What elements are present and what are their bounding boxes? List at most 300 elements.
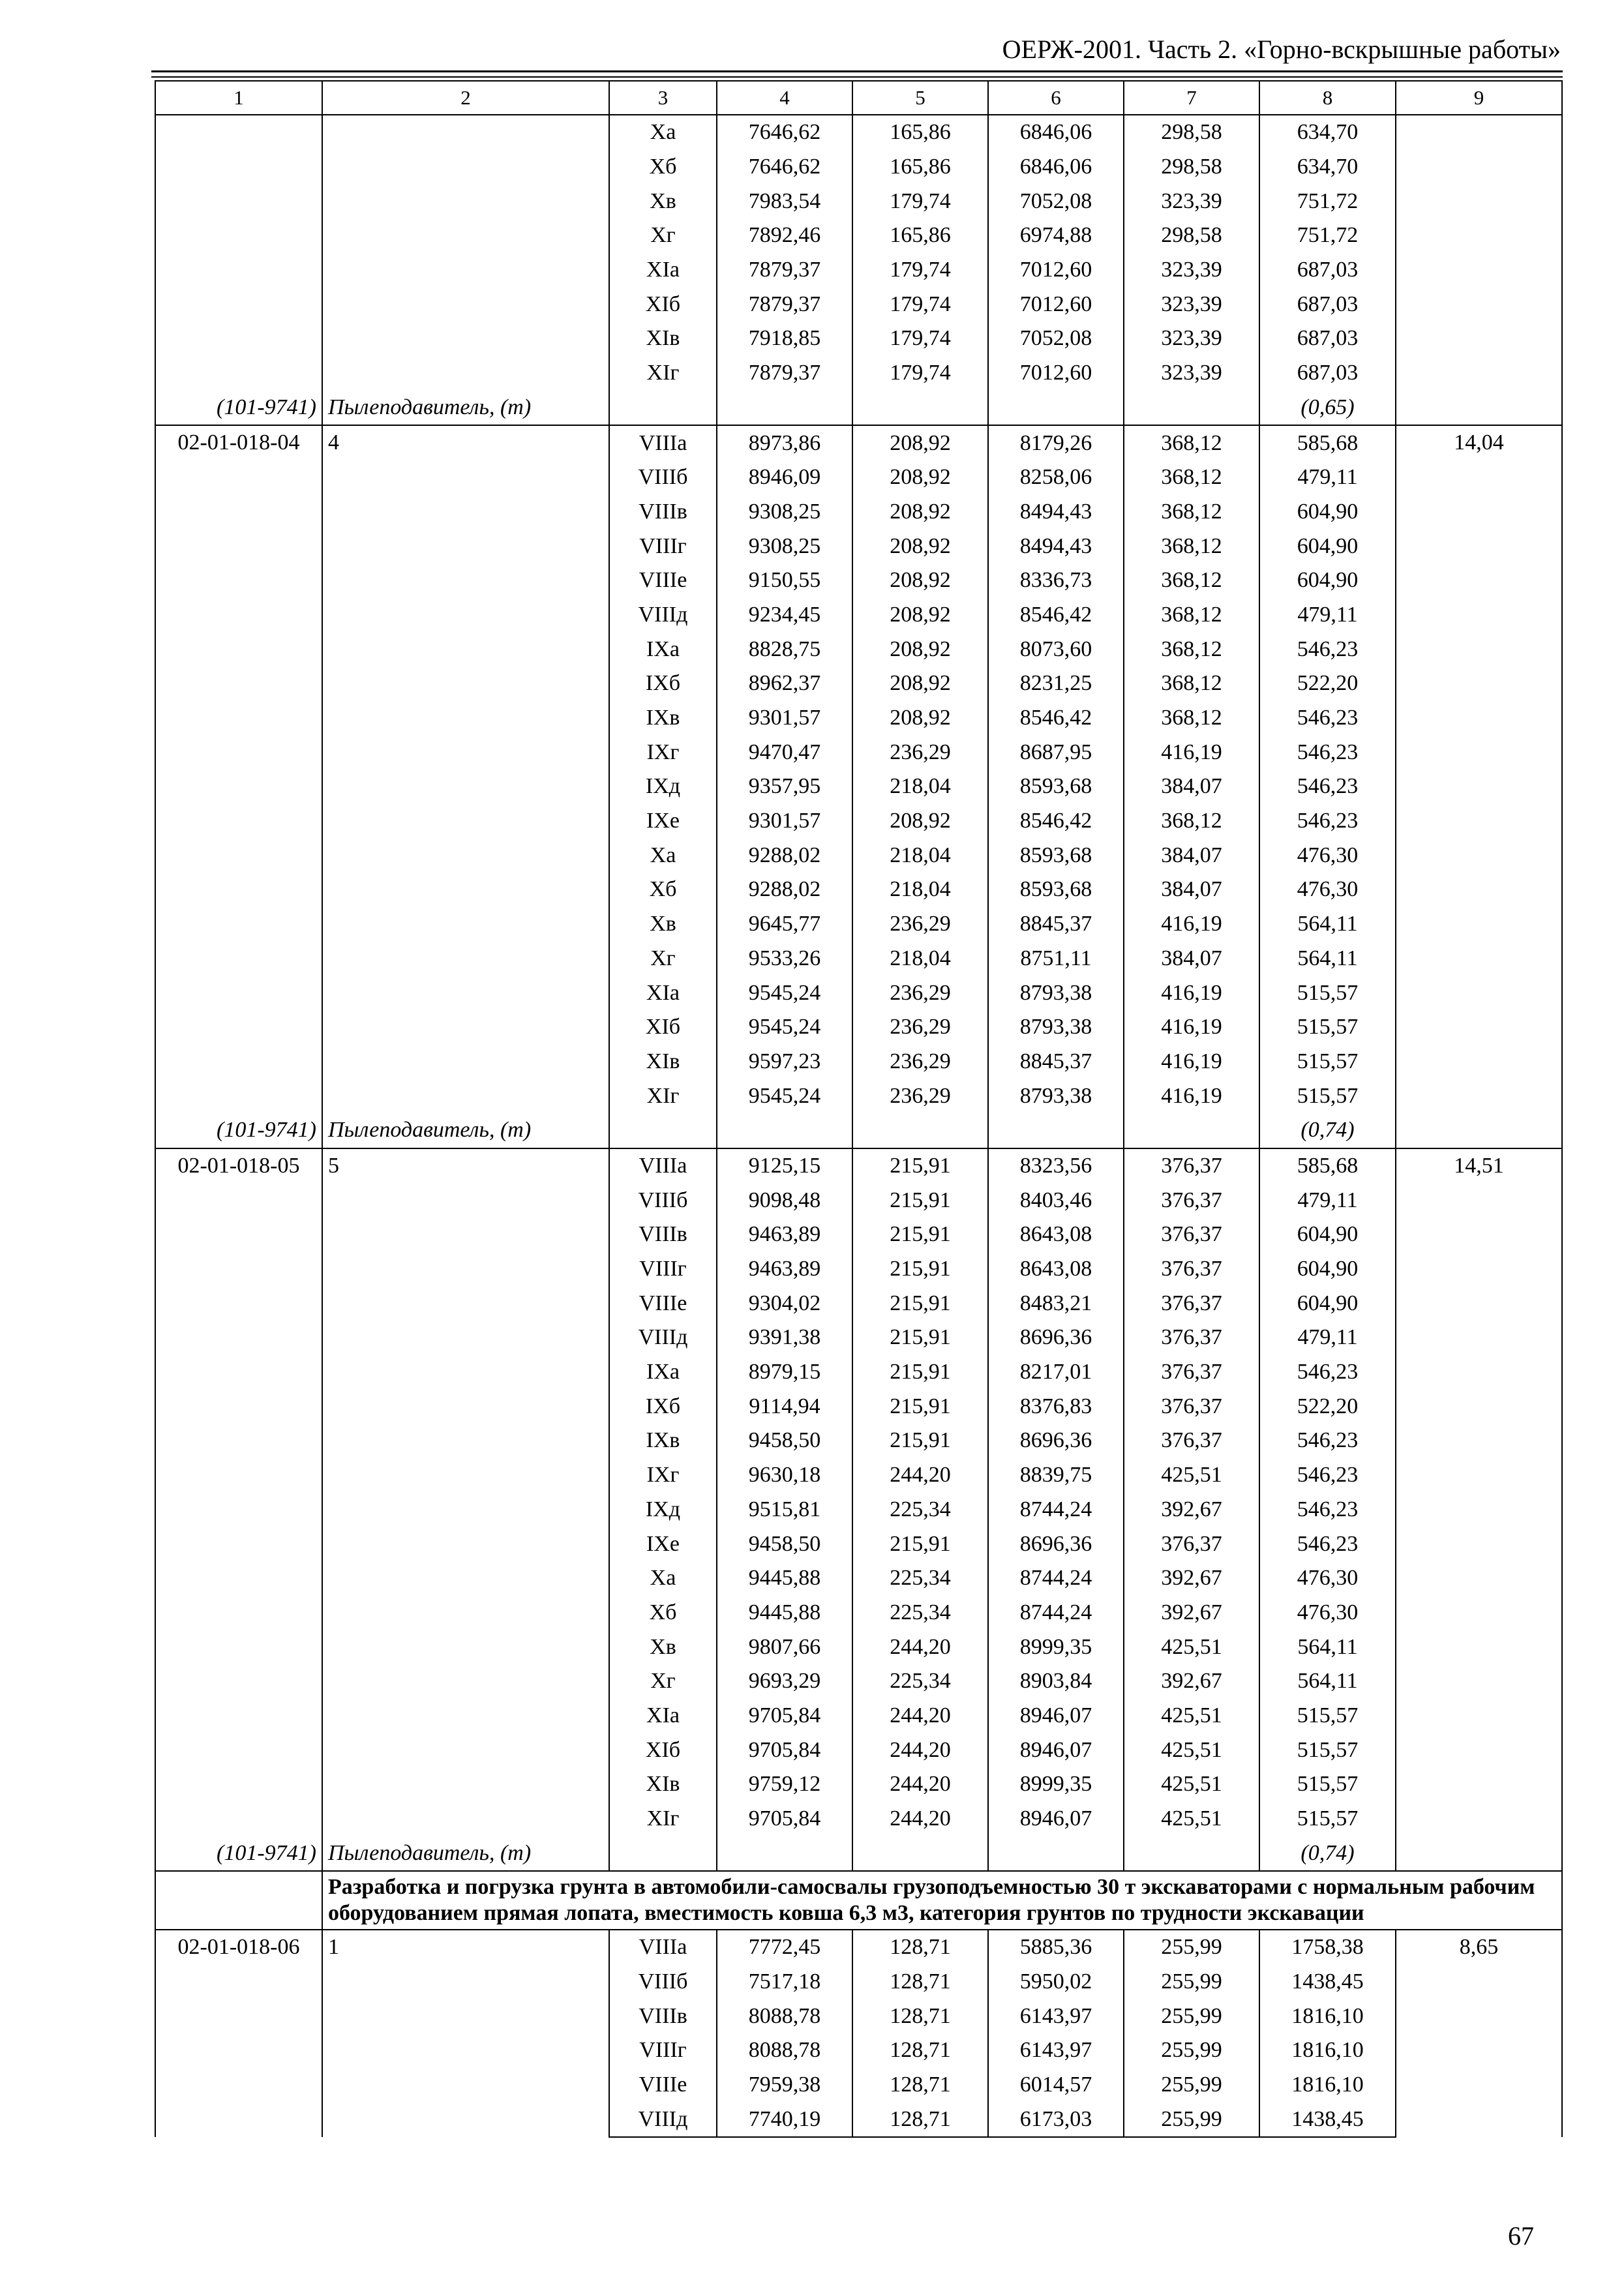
rate-value: 515,57 xyxy=(1259,976,1396,1010)
labor-cost xyxy=(1396,115,1562,425)
rate-value: 8643,08 xyxy=(988,1252,1124,1287)
soil-category: IXe xyxy=(609,804,717,839)
resource-code: (101-9741) xyxy=(155,391,322,426)
rate-value: 215,91 xyxy=(852,1218,988,1252)
empty-cell xyxy=(1124,1836,1259,1871)
rate-value: 9759,12 xyxy=(717,1767,852,1802)
rate-value: 416,19 xyxy=(1124,907,1259,942)
rate-value: 9445,88 xyxy=(717,1596,852,1630)
rate-value: 546,23 xyxy=(1259,770,1396,804)
soil-category: VIIIд xyxy=(609,1321,717,1355)
rate-value: 604,90 xyxy=(1259,529,1396,563)
resource-code: (101-9741) xyxy=(155,1836,322,1871)
soil-category: VIIIв xyxy=(609,1218,717,1252)
rate-value: 8593,68 xyxy=(988,838,1124,873)
rate-value: 9150,55 xyxy=(717,563,852,598)
rate-value: 8258,06 xyxy=(988,460,1124,495)
rate-value: 255,99 xyxy=(1124,1965,1259,1999)
rate-value: 376,37 xyxy=(1124,1286,1259,1321)
rate-value: 9391,38 xyxy=(717,1321,852,1355)
rate-value: 7052,08 xyxy=(988,184,1124,218)
rate-value: 546,23 xyxy=(1259,1424,1396,1458)
rate-value: 376,37 xyxy=(1124,1183,1259,1218)
labor-cost: 14,51 xyxy=(1396,1148,1562,1871)
soil-category: XIг xyxy=(609,356,717,391)
rate-value: 1758,38 xyxy=(1259,1930,1396,1965)
rate-value: 9288,02 xyxy=(717,838,852,873)
rate-value: 7012,60 xyxy=(988,356,1124,391)
resource-value: (0,65) xyxy=(1259,391,1396,426)
soil-category: Xв xyxy=(609,184,717,218)
soil-category: IXб xyxy=(609,1389,717,1424)
rate-value: 9705,84 xyxy=(717,1733,852,1767)
rate-value: 244,20 xyxy=(852,1733,988,1767)
soil-category: IXд xyxy=(609,1493,717,1527)
soil-category: VIIIв xyxy=(609,495,717,530)
rate-value: 8946,09 xyxy=(717,460,852,495)
resource-row xyxy=(155,1113,1562,1148)
variant-number xyxy=(322,115,609,391)
rate-value: 7879,37 xyxy=(717,356,852,391)
resource-name: Пылеподавитель, (т) xyxy=(322,391,609,426)
rate-value: 8336,73 xyxy=(988,563,1124,598)
rate-value: 416,19 xyxy=(1124,735,1259,770)
labor-cost: 14,04 xyxy=(1396,425,1562,1148)
soil-category: XIв xyxy=(609,1767,717,1802)
rate-value: 476,30 xyxy=(1259,873,1396,907)
rate-value: 384,07 xyxy=(1124,838,1259,873)
empty-cell xyxy=(988,1113,1124,1148)
rate-value: 476,30 xyxy=(1259,1596,1396,1630)
rate-value: 384,07 xyxy=(1124,873,1259,907)
table-row xyxy=(155,425,1562,460)
soil-category: VIIIд xyxy=(609,2102,717,2138)
soil-category: Xб xyxy=(609,150,717,185)
rate-value: 7012,60 xyxy=(988,287,1124,322)
soil-category: VIIIб xyxy=(609,1183,717,1218)
column-number: 7 xyxy=(1124,81,1259,115)
variant-number: 5 xyxy=(322,1148,609,1836)
rate-value: 425,51 xyxy=(1124,1630,1259,1664)
rate-value: 9645,77 xyxy=(717,907,852,942)
rate-value: 218,04 xyxy=(852,770,988,804)
rate-value: 8403,46 xyxy=(988,1183,1124,1218)
rate-value: 1438,45 xyxy=(1259,1965,1396,1999)
rate-value: 215,91 xyxy=(852,1389,988,1424)
rate-value: 208,92 xyxy=(852,563,988,598)
rate-value: 8483,21 xyxy=(988,1286,1124,1321)
table-row xyxy=(155,1930,1562,1965)
rate-value: 9308,25 xyxy=(717,529,852,563)
rate-value: 416,19 xyxy=(1124,1045,1259,1079)
rate-value: 425,51 xyxy=(1124,1802,1259,1836)
resource-row xyxy=(155,1836,1562,1871)
rate-value: 236,29 xyxy=(852,1045,988,1079)
soil-category: Xг xyxy=(609,218,717,253)
rate-value: 515,57 xyxy=(1259,1045,1396,1079)
empty-cell xyxy=(609,1113,717,1148)
rate-value: 6143,97 xyxy=(988,2033,1124,2068)
rate-value: 323,39 xyxy=(1124,287,1259,322)
soil-category: VIIIa xyxy=(609,425,717,460)
rate-value: 128,71 xyxy=(852,2068,988,2102)
rate-value: 244,20 xyxy=(852,1802,988,1836)
rate-value: 7879,37 xyxy=(717,253,852,288)
rate-value: 8088,78 xyxy=(717,1999,852,2033)
header-rule-thin xyxy=(151,76,1563,78)
rate-value: 9114,94 xyxy=(717,1389,852,1424)
soil-category: VIIIг xyxy=(609,2033,717,2068)
rate-value: 9705,84 xyxy=(717,1802,852,1836)
empty-cell xyxy=(609,1836,717,1871)
column-number-row xyxy=(155,81,1562,115)
rate-value: 634,70 xyxy=(1259,150,1396,185)
rate-value: 9098,48 xyxy=(717,1183,852,1218)
rate-value: 8546,42 xyxy=(988,701,1124,736)
rate-value: 225,34 xyxy=(852,1664,988,1699)
soil-category: XIб xyxy=(609,1733,717,1767)
rate-value: 8946,07 xyxy=(988,1733,1124,1767)
rate-value: 8217,01 xyxy=(988,1355,1124,1390)
soil-category: Xб xyxy=(609,1596,717,1630)
rate-value: 8979,15 xyxy=(717,1355,852,1390)
soil-category: Xг xyxy=(609,1664,717,1699)
rate-value: 8546,42 xyxy=(988,804,1124,839)
rate-value: 1816,10 xyxy=(1259,2068,1396,2102)
rate-value: 208,92 xyxy=(852,598,988,633)
rate-value: 165,86 xyxy=(852,218,988,253)
soil-category: Xб xyxy=(609,873,717,907)
rate-value: 751,72 xyxy=(1259,184,1396,218)
rate-value: 128,71 xyxy=(852,1930,988,1965)
rate-value: 376,37 xyxy=(1124,1218,1259,1252)
soil-category: XIг xyxy=(609,1079,717,1113)
rate-value: 476,30 xyxy=(1259,1561,1396,1596)
page-number: 67 xyxy=(1508,2221,1534,2251)
empty-cell xyxy=(1124,391,1259,426)
rate-value: 376,37 xyxy=(1124,1527,1259,1561)
rate-value: 8494,43 xyxy=(988,529,1124,563)
soil-category: XIб xyxy=(609,287,717,322)
rate-value: 368,12 xyxy=(1124,460,1259,495)
rate-value: 515,57 xyxy=(1259,1802,1396,1836)
rate-value: 9545,24 xyxy=(717,1010,852,1045)
rate-value: 368,12 xyxy=(1124,666,1259,701)
rate-value: 751,72 xyxy=(1259,218,1396,253)
rate-value: 179,74 xyxy=(852,287,988,322)
rate-value: 1438,45 xyxy=(1259,2102,1396,2138)
variant-number: 4 xyxy=(322,425,609,1113)
rate-value: 6846,06 xyxy=(988,115,1124,150)
resource-value: (0,74) xyxy=(1259,1836,1396,1871)
rate-value: 7052,08 xyxy=(988,322,1124,356)
rate-value: 255,99 xyxy=(1124,1930,1259,1965)
rate-value: 515,57 xyxy=(1259,1010,1396,1045)
rate-value: 416,19 xyxy=(1124,1010,1259,1045)
rate-value: 604,90 xyxy=(1259,1252,1396,1287)
rate-value: 8999,35 xyxy=(988,1630,1124,1664)
rate-value: 218,04 xyxy=(852,873,988,907)
soil-category: VIIIд xyxy=(609,598,717,633)
rate-value: 128,71 xyxy=(852,2033,988,2068)
soil-category: Xa xyxy=(609,1561,717,1596)
rate-value: 687,03 xyxy=(1259,253,1396,288)
rate-value: 8744,24 xyxy=(988,1561,1124,1596)
rate-value: 208,92 xyxy=(852,701,988,736)
rate-value: 215,91 xyxy=(852,1252,988,1287)
soil-category: XIa xyxy=(609,253,717,288)
empty-cell xyxy=(852,1113,988,1148)
soil-category: VIIIa xyxy=(609,1930,717,1965)
rate-value: 425,51 xyxy=(1124,1458,1259,1493)
rate-value: 8179,26 xyxy=(988,425,1124,460)
rate-value: 208,92 xyxy=(852,804,988,839)
rate-value: 7646,62 xyxy=(717,115,852,150)
rate-value: 179,74 xyxy=(852,253,988,288)
rate-value: 9705,84 xyxy=(717,1699,852,1733)
rate-value: 522,20 xyxy=(1259,666,1396,701)
rate-value: 323,39 xyxy=(1124,184,1259,218)
soil-category: IXa xyxy=(609,632,717,666)
column-number: 9 xyxy=(1396,81,1562,115)
empty-cell xyxy=(852,391,988,426)
column-number: 8 xyxy=(1259,81,1396,115)
empty-cell xyxy=(852,1836,988,1871)
rate-value: 8376,83 xyxy=(988,1389,1124,1424)
empty-cell xyxy=(609,391,717,426)
rate-value: 425,51 xyxy=(1124,1767,1259,1802)
rate-value: 6143,97 xyxy=(988,1999,1124,2033)
rate-value: 5950,02 xyxy=(988,1965,1124,1999)
rate-code: 02-01-018-06 xyxy=(177,1935,300,1960)
rate-value: 7517,18 xyxy=(717,1965,852,1999)
rate-value: 9515,81 xyxy=(717,1493,852,1527)
soil-category: VIIIб xyxy=(609,1965,717,1999)
rate-value: 8793,38 xyxy=(988,1079,1124,1113)
rate-value: 9533,26 xyxy=(717,942,852,976)
rate-value: 179,74 xyxy=(852,322,988,356)
rate-code-cell xyxy=(155,1148,322,1836)
rate-value: 8839,75 xyxy=(988,1458,1124,1493)
header-rule xyxy=(151,70,1563,72)
rate-value: 479,11 xyxy=(1259,460,1396,495)
rate-value: 604,90 xyxy=(1259,1286,1396,1321)
rate-value: 392,67 xyxy=(1124,1561,1259,1596)
rate-value: 368,12 xyxy=(1124,598,1259,633)
rate-value: 687,03 xyxy=(1259,287,1396,322)
rate-value: 215,91 xyxy=(852,1286,988,1321)
soil-category: VIIIe xyxy=(609,563,717,598)
soil-category: XIa xyxy=(609,1699,717,1733)
rate-value: 368,12 xyxy=(1124,804,1259,839)
section-description: Разработка и погрузка грунта в автомобили-самосвалы грузоподъемностью 30 т экскаваторами с нормальным рабочим оборудованием прямая лопата, вместимость ковша 6,3 м3, категория грунтов по трудности экскавации xyxy=(322,1871,1562,1930)
soil-category: Xг xyxy=(609,942,717,976)
rate-value: 564,11 xyxy=(1259,907,1396,942)
rate-value: 8793,38 xyxy=(988,1010,1124,1045)
soil-category: XIг xyxy=(609,1802,717,1836)
rate-code: 02-01-018-05 xyxy=(177,1153,300,1178)
rate-value: 179,74 xyxy=(852,356,988,391)
rate-value: 546,23 xyxy=(1259,1493,1396,1527)
rate-value: 9470,47 xyxy=(717,735,852,770)
rate-value: 5885,36 xyxy=(988,1930,1124,1965)
rate-value: 208,92 xyxy=(852,425,988,460)
soil-category: IXг xyxy=(609,735,717,770)
table-row xyxy=(155,115,1562,150)
rate-value: 8643,08 xyxy=(988,1218,1124,1252)
rate-value: 128,71 xyxy=(852,1999,988,2033)
rate-value: 687,03 xyxy=(1259,322,1396,356)
rate-value: 8696,36 xyxy=(988,1527,1124,1561)
rate-value: 384,07 xyxy=(1124,770,1259,804)
rate-value: 6014,57 xyxy=(988,2068,1124,2102)
rate-value: 522,20 xyxy=(1259,1389,1396,1424)
rate-value: 479,11 xyxy=(1259,1321,1396,1355)
rate-value: 298,58 xyxy=(1124,150,1259,185)
column-number: 3 xyxy=(609,81,717,115)
rate-value: 8903,84 xyxy=(988,1664,1124,1699)
soil-category: IXe xyxy=(609,1527,717,1561)
soil-category: VIIIв xyxy=(609,1999,717,2033)
rate-value: 564,11 xyxy=(1259,1664,1396,1699)
rate-value: 368,12 xyxy=(1124,701,1259,736)
resource-code: (101-9741) xyxy=(155,1113,322,1148)
rate-value: 8494,43 xyxy=(988,495,1124,530)
rate-value: 8687,95 xyxy=(988,735,1124,770)
rate-value: 384,07 xyxy=(1124,942,1259,976)
rate-value: 208,92 xyxy=(852,460,988,495)
soil-category: IXa xyxy=(609,1355,717,1390)
soil-category: Xa xyxy=(609,838,717,873)
rate-value: 8546,42 xyxy=(988,598,1124,633)
rate-value: 9463,89 xyxy=(717,1252,852,1287)
rate-value: 368,12 xyxy=(1124,529,1259,563)
rate-value: 236,29 xyxy=(852,735,988,770)
rate-value: 368,12 xyxy=(1124,563,1259,598)
rate-value: 208,92 xyxy=(852,632,988,666)
column-number: 4 xyxy=(717,81,852,115)
rate-value: 244,20 xyxy=(852,1458,988,1493)
rate-value: 208,92 xyxy=(852,529,988,563)
rate-value: 8751,11 xyxy=(988,942,1124,976)
rate-value: 298,58 xyxy=(1124,218,1259,253)
rate-value: 585,68 xyxy=(1259,425,1396,460)
rates-table-body xyxy=(155,81,1562,2137)
rate-value: 416,19 xyxy=(1124,976,1259,1010)
rate-value: 392,67 xyxy=(1124,1664,1259,1699)
rate-value: 323,39 xyxy=(1124,356,1259,391)
rates-table xyxy=(155,80,1563,2138)
rate-value: 546,23 xyxy=(1259,1458,1396,1493)
rate-value: 218,04 xyxy=(852,942,988,976)
rate-value: 9304,02 xyxy=(717,1286,852,1321)
rate-value: 8696,36 xyxy=(988,1321,1124,1355)
rate-value: 8744,24 xyxy=(988,1596,1124,1630)
rate-value: 215,91 xyxy=(852,1527,988,1561)
rate-value: 165,86 xyxy=(852,150,988,185)
rate-value: 9301,57 xyxy=(717,701,852,736)
rate-value: 8845,37 xyxy=(988,907,1124,942)
rate-value: 604,90 xyxy=(1259,495,1396,530)
rate-value: 687,03 xyxy=(1259,356,1396,391)
rate-value: 7012,60 xyxy=(988,253,1124,288)
rate-value: 8696,36 xyxy=(988,1424,1124,1458)
rate-value: 368,12 xyxy=(1124,495,1259,530)
rate-value: 416,19 xyxy=(1124,1079,1259,1113)
page-header-title: ОЕРЖ-2001. Часть 2. «Горно-вскрышные работы» xyxy=(1002,35,1561,64)
rate-value: 546,23 xyxy=(1259,1527,1396,1561)
rate-value: 6173,03 xyxy=(988,2102,1124,2138)
rate-value: 9445,88 xyxy=(717,1561,852,1596)
variant-number: 1 xyxy=(322,1930,609,2137)
rate-value: 8593,68 xyxy=(988,770,1124,804)
rate-code-cell xyxy=(155,115,322,391)
rate-value: 215,91 xyxy=(852,1424,988,1458)
rate-value: 476,30 xyxy=(1259,838,1396,873)
rate-value: 244,20 xyxy=(852,1699,988,1733)
rate-value: 9458,50 xyxy=(717,1424,852,1458)
soil-category: VIIIa xyxy=(609,1148,717,1184)
rate-value: 244,20 xyxy=(852,1767,988,1802)
rate-value: 546,23 xyxy=(1259,735,1396,770)
rate-code: 02-01-018-04 xyxy=(177,430,300,455)
rate-value: 8793,38 xyxy=(988,976,1124,1010)
rate-value: 8231,25 xyxy=(988,666,1124,701)
rate-value: 6974,88 xyxy=(988,218,1124,253)
resource-row xyxy=(155,391,1562,426)
soil-category: VIIIг xyxy=(609,529,717,563)
rate-value: 392,67 xyxy=(1124,1596,1259,1630)
rate-value: 8946,07 xyxy=(988,1699,1124,1733)
rate-value: 604,90 xyxy=(1259,1218,1396,1252)
rate-value: 564,11 xyxy=(1259,942,1396,976)
rate-value: 515,57 xyxy=(1259,1733,1396,1767)
rate-value: 425,51 xyxy=(1124,1733,1259,1767)
rate-value: 546,23 xyxy=(1259,804,1396,839)
rate-value: 236,29 xyxy=(852,1010,988,1045)
rate-value: 208,92 xyxy=(852,495,988,530)
rate-value: 9308,25 xyxy=(717,495,852,530)
soil-category: VIIIe xyxy=(609,2068,717,2102)
column-number: 1 xyxy=(155,81,322,115)
rate-value: 225,34 xyxy=(852,1561,988,1596)
empty-cell xyxy=(717,1113,852,1148)
rate-value: 165,86 xyxy=(852,115,988,150)
empty-cell xyxy=(717,1836,852,1871)
rate-value: 9597,23 xyxy=(717,1045,852,1079)
rate-value: 9545,24 xyxy=(717,976,852,1010)
resource-value: (0,74) xyxy=(1259,1113,1396,1148)
rate-value: 255,99 xyxy=(1124,2102,1259,2138)
rate-value: 515,57 xyxy=(1259,1699,1396,1733)
rate-value: 218,04 xyxy=(852,838,988,873)
soil-category: VIIIe xyxy=(609,1286,717,1321)
rate-value: 479,11 xyxy=(1259,1183,1396,1218)
rate-value: 9125,15 xyxy=(717,1148,852,1184)
rate-value: 323,39 xyxy=(1124,322,1259,356)
rate-value: 7918,85 xyxy=(717,322,852,356)
rate-value: 392,67 xyxy=(1124,1493,1259,1527)
rate-value: 6846,06 xyxy=(988,150,1124,185)
soil-category: XIв xyxy=(609,322,717,356)
soil-category: IXв xyxy=(609,701,717,736)
rate-value: 8744,24 xyxy=(988,1493,1124,1527)
rate-value: 179,74 xyxy=(852,184,988,218)
rate-value: 479,11 xyxy=(1259,598,1396,633)
rate-value: 7959,38 xyxy=(717,2068,852,2102)
rate-value: 376,37 xyxy=(1124,1252,1259,1287)
rate-value: 376,37 xyxy=(1124,1321,1259,1355)
